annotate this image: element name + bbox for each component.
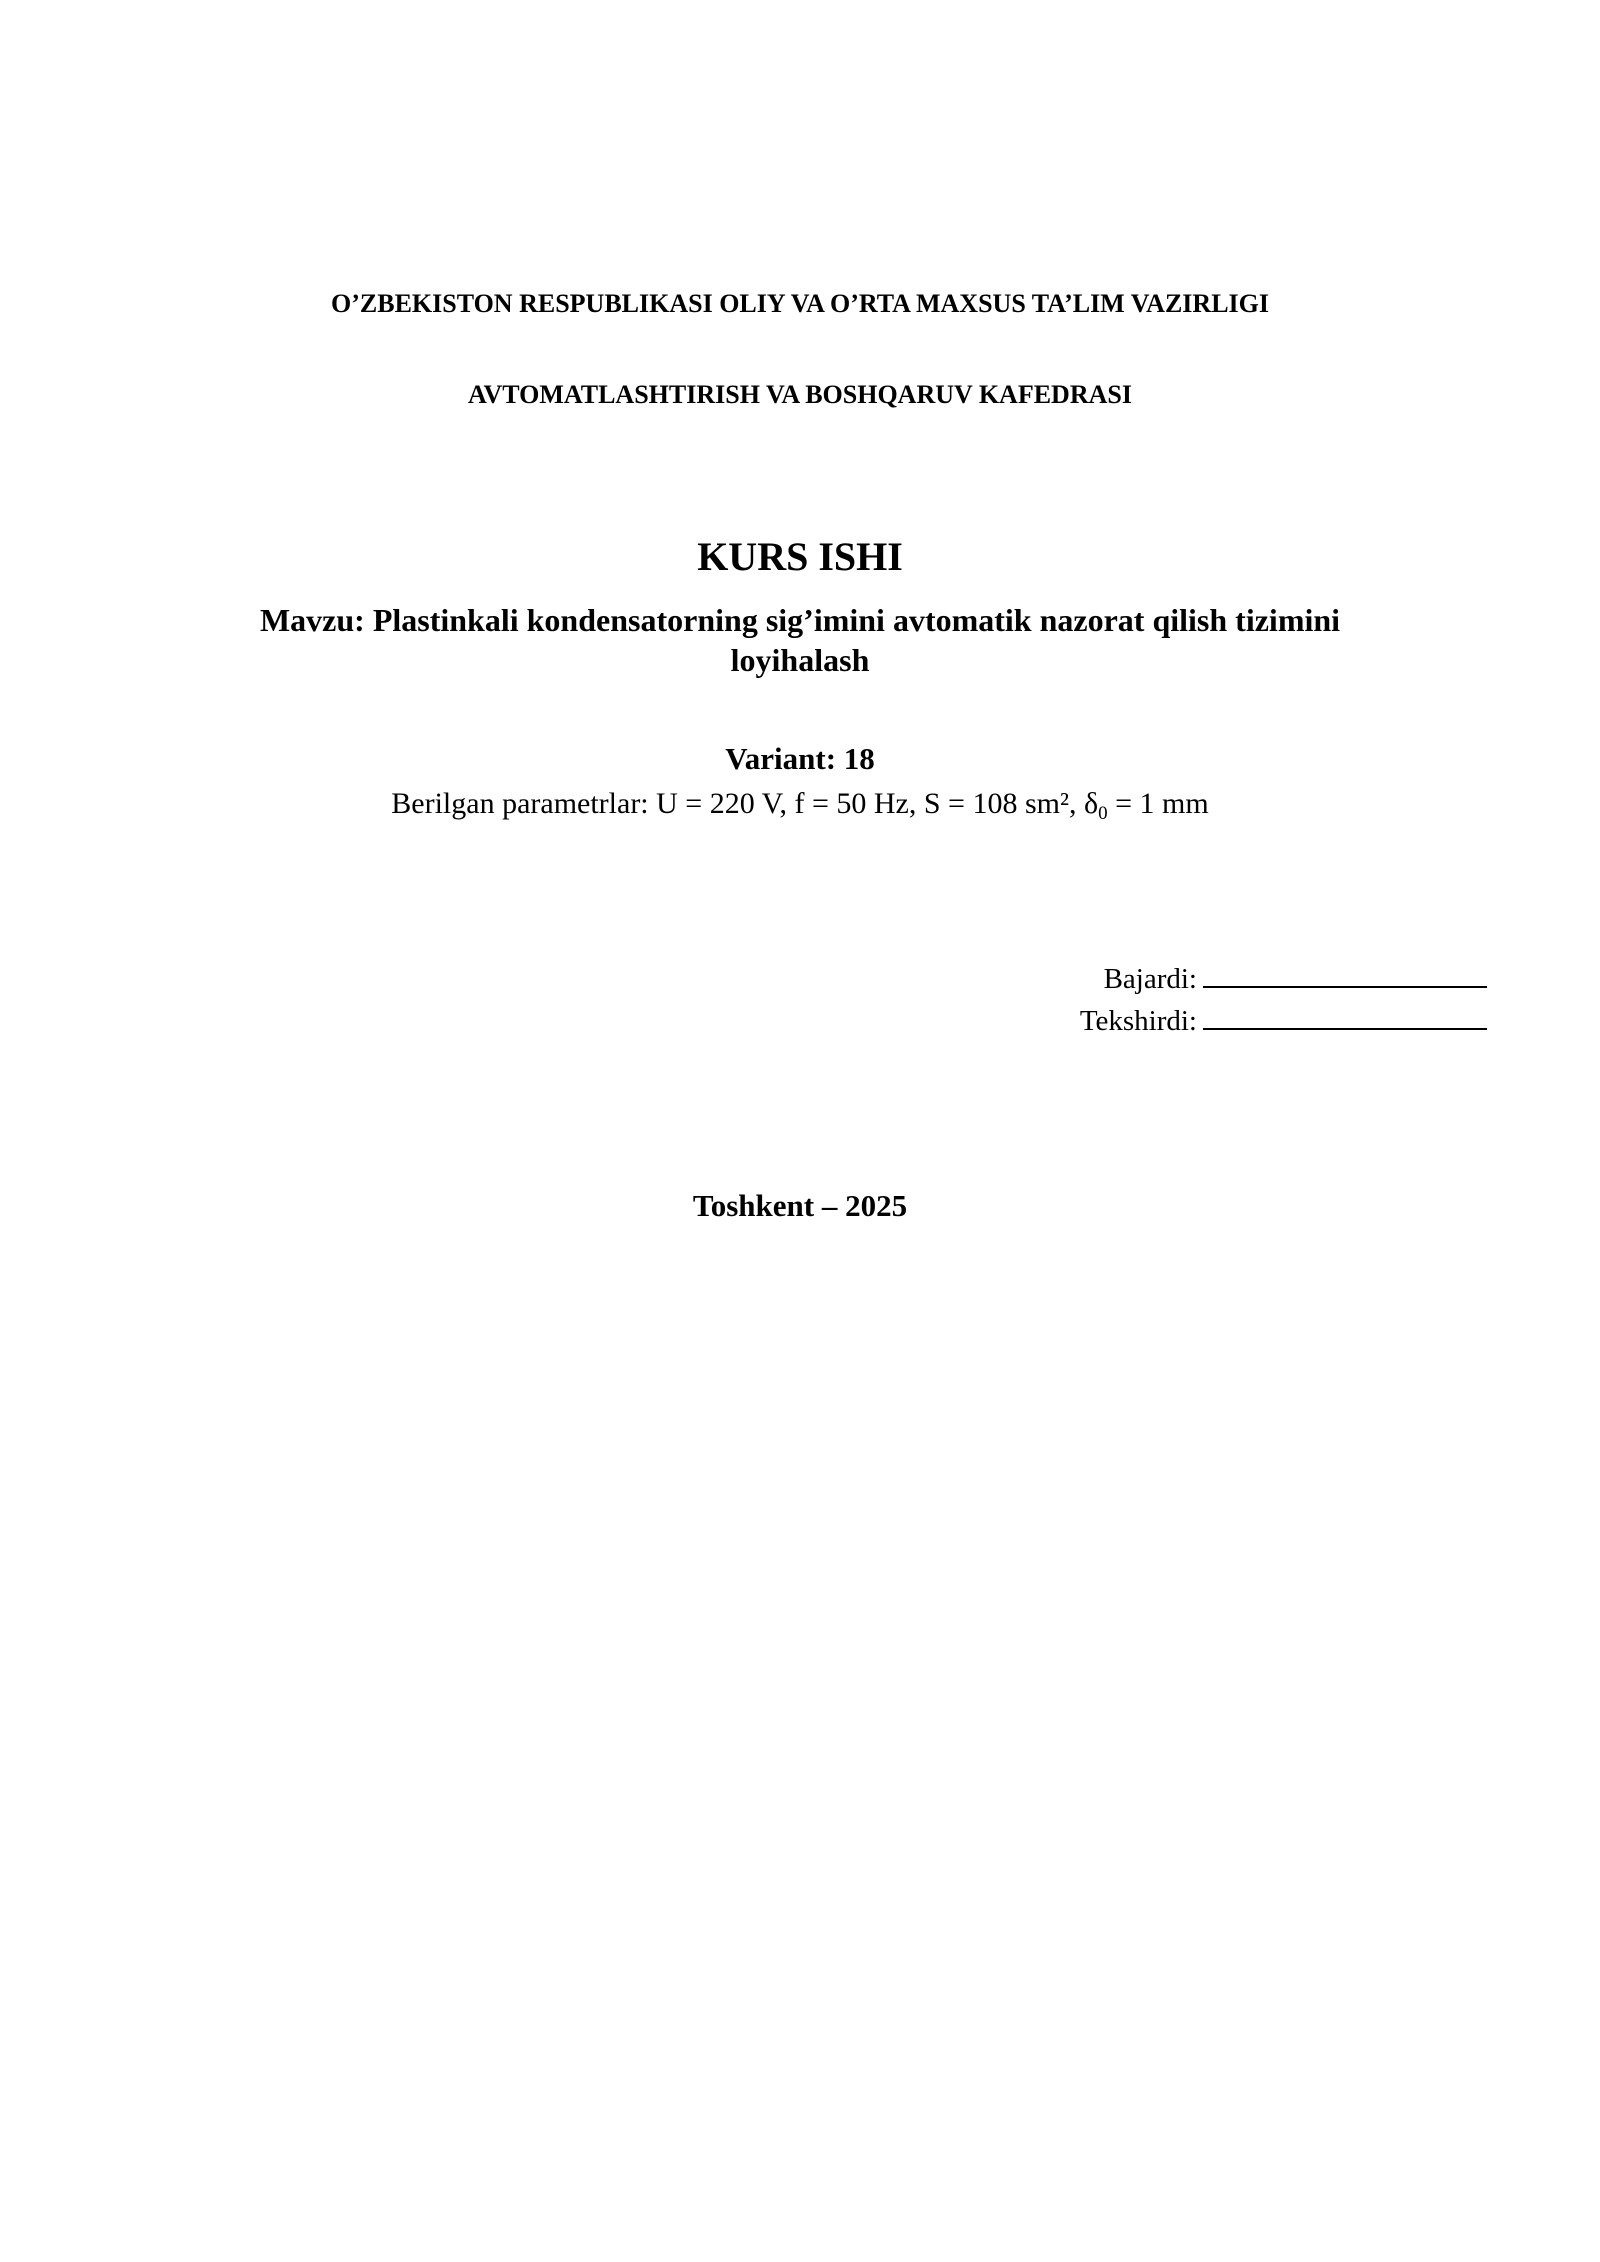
- params-suffix: = 1 mm: [1107, 787, 1209, 820]
- ministry-heading: O’ZBEKISTON RESPUBLIKASI OLIY VA O’RTA MAXSUS TA’LIM VAZIRLIGI: [331, 289, 1269, 318]
- checked-by-label: Tekshirdi:: [1079, 1005, 1197, 1037]
- checked-by-row: [1080, 1004, 1487, 1038]
- performed-by-row: [1104, 962, 1487, 996]
- department-heading: AVTOMATLASHTIRISH VA BOSHQARUV KAFEDRASI: [468, 380, 1132, 409]
- variant-label: Variant: 18: [725, 741, 875, 776]
- city-year: Toshkent – 2025: [692, 1188, 908, 1223]
- topic-heading: Mavzu: Plastinkali kondensatorning sig’imini avtomatik nazorat qilish tizimini loyihalash: [259, 602, 1341, 678]
- params-prefix: Berilgan parametrlar: U = 220 V, f = 50 Hz, S = 108 sm², δ: [391, 787, 1099, 820]
- checked-by-blank: [1203, 1004, 1487, 1030]
- performed-by-label: Bajardi:: [1103, 963, 1197, 995]
- params-subscript: 0: [1098, 803, 1108, 824]
- performed-by-blank: [1203, 962, 1487, 988]
- document-title: KURS ISHI: [697, 534, 903, 579]
- given-parameters: [0, 787, 1600, 825]
